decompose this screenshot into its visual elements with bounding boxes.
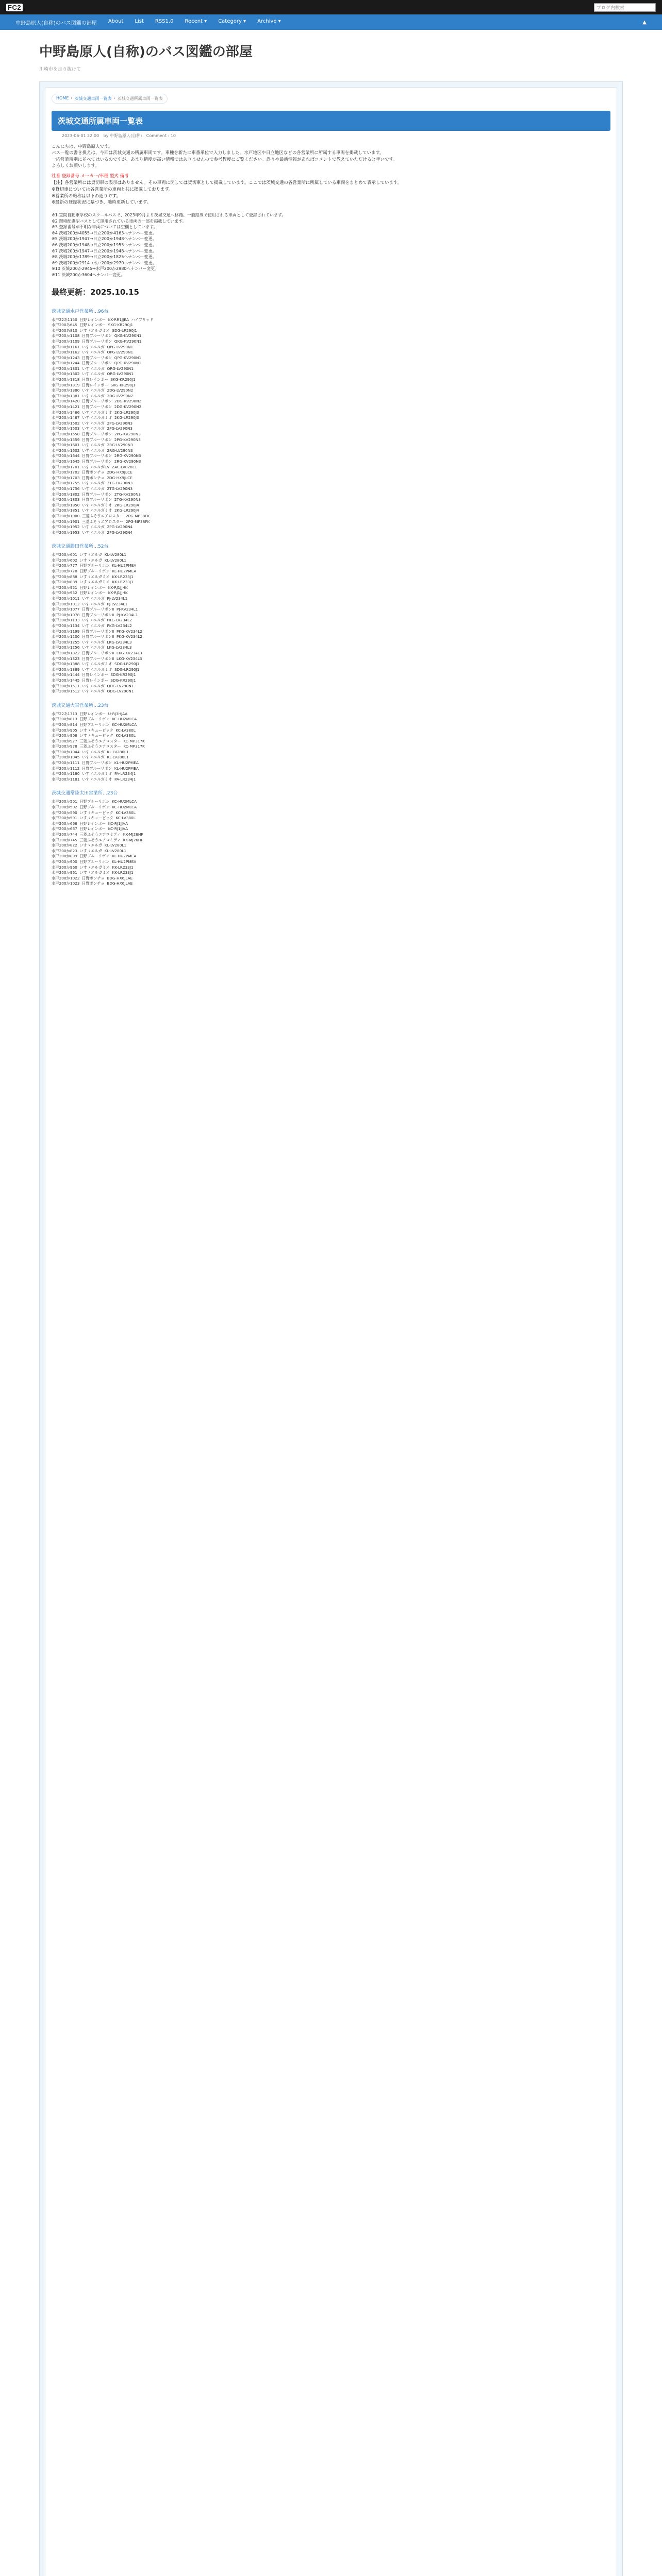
vehicle-row: 水戸200か900 日野ブルーリボン KL-HU2PMEA [52, 859, 137, 864]
section-heading[interactable]: 茨城交通大宮営業所…23台 [52, 703, 109, 708]
vehicle-row: 水戸22あ1713 日野レインボー U-RJ3HJAA [52, 711, 128, 716]
breadcrumb-separator: › [113, 96, 115, 100]
vehicle-row: 水戸200か1200 日野ブルーリボンII PKG-KV234L2 [52, 634, 142, 639]
footnotes [52, 212, 610, 278]
vehicle-row: 水戸200か1502 いすゞエルガ 2PG-LV290N3 [52, 420, 133, 426]
vehicle-row: 水戸200か1952 いすゞエルガ 2PG-LV290N4 [52, 524, 133, 530]
vehicle-row: 水戸200か778 日野ブルーリボン KL-HU2PMEA [52, 569, 137, 574]
vehicle-row: 水戸200か1466 いすゞエルガミオ 2KG-LR290J3 [52, 410, 139, 415]
nav-item-about[interactable]: About [108, 18, 124, 24]
nav-item-category[interactable]: Category ▾ [218, 18, 246, 24]
nav-item-archive[interactable]: Archive ▾ [257, 18, 281, 24]
vehicle-row: 水戸200か1512 いすゞエルガ QDG-LV290N1 [52, 689, 134, 694]
vehicle-row: 水戸200か1077 日野ブルーリボンII PJ-KV234L1 [52, 607, 138, 612]
vehicle-row: 水戸200か905 いすゞキュービック KC-LV380L [52, 727, 136, 733]
vehicle-row: 水戸200か1559 日野ブルーリボン 2PG-KV290N3 [52, 437, 141, 442]
vehicle-row: 水戸200か1467 いすゞエルガミオ 2KG-LR290J3 [52, 415, 139, 420]
vehicle-row: 水戸200か1420 日野ブルーリボン 2DG-KV290N2 [52, 399, 142, 404]
footnote: ※3 登録番号が不明な車両については空欄としています。 [52, 225, 158, 230]
vehicle-row: 水戸200か889 いすゞエルガミオ KK-LR233J1 [52, 580, 134, 585]
column-legend [52, 173, 610, 206]
footnote: ※7 茨城200か1947→日立200か1948へナンバー変更。 [52, 248, 157, 253]
vehicle-row: 水戸200か590 いすゞキュービック KC-LV380L [52, 810, 136, 815]
site-description: 川崎市を走り抜けて [39, 67, 81, 72]
nav-item-home[interactable]: 中野島原人(自称)のバス図鑑の部屋 [15, 20, 97, 26]
breadcrumb-current: 茨城交通所属車両一覧表 [117, 96, 163, 101]
intro-line: バス一覧の書き換えは、今回は茨城交通の所属車両です。車種を新たに車番単位で入力しました。水戸地区や日立地区などの各営業所に所属する車両を掲載しています。 [52, 150, 384, 156]
vehicle-row: 水戸200か1755 いすゞエルガ 2TG-LV290N3 [52, 481, 133, 486]
vehicle-row: 水戸200か1601 いすゞエルガ 2RG-LV290N3 [52, 443, 133, 448]
vehicle-row: 水戸200か1244 日野ブルーリボン QPG-KV290N1 [52, 361, 141, 366]
vehicle-row: 水戸200か1558 日野ブルーリボン 2PG-KV290N3 [52, 432, 141, 436]
vehicle-row: 水戸200か1645 日野ブルーリボン 2RG-KV290N3 [52, 459, 141, 464]
vehicle-section [52, 789, 610, 887]
vehicle-row: 水戸200か744 三菱ふそうエアロミディ KK-MJ26HF [52, 832, 143, 837]
vehicle-row: 水戸200か1180 いすゞエルガミオ PA-LR234J1 [52, 771, 136, 776]
fc2-tools [594, 3, 656, 12]
intro-line: 一応営業所別に並べてはいるのですが、あまり精度が高い情報ではありませんので参考程度にご覧ください。誤りや最新情報があればコメントで教えていただけると幸いです。 [52, 157, 398, 162]
legend-note: ※営業所の略称は以下の通りです。 [52, 193, 121, 199]
article [45, 87, 617, 2576]
blog-search-input[interactable]: ブログ内検索 [594, 3, 656, 12]
vehicle-row: 水戸200あ810 いすゞエルガミオ SDG-LR290J1 [52, 328, 137, 333]
post-comments-link[interactable]: Comment : 10 [146, 133, 176, 138]
vehicle-row: 水戸200か906 いすゞキュービック KC-LV380L [52, 733, 136, 738]
vehicle-row: 水戸200か502 日野ブルーリボン KC-HU2MLCA [52, 805, 137, 810]
vehicle-row: 水戸200か813 日野ブルーリボン KC-HU2MLCA [52, 717, 137, 722]
vehicle-row: 水戸200か888 いすゞエルガミオ KK-LR233J1 [52, 574, 134, 579]
vehicle-row: 水戸200か1181 いすゞエルガミオ PA-LR234J1 [52, 776, 136, 782]
vehicle-row: 水戸200か1012 いすゞエルガ PJ-LV234L1 [52, 601, 128, 606]
breadcrumb-separator: › [71, 96, 73, 100]
vehicle-row: 水戸200か1323 日野ブルーリボンII LKG-KV234L3 [52, 656, 142, 661]
fc2-logo[interactable]: FC2 [6, 4, 24, 11]
vehicle-row: 水戸200か777 日野ブルーリボン KL-HU2PMEA [52, 563, 137, 568]
vehicle-row: 水戸200か1389 いすゞエルガミオ SDG-LR290J1 [52, 667, 140, 672]
nav-item-list[interactable]: List [135, 18, 144, 24]
vehicle-row: 水戸200か1703 日野ポンチョ 2DG-HX9JLCE [52, 475, 133, 480]
vehicle-row: 水戸200か814 日野ブルーリボン KC-HU2MLCA [52, 722, 137, 727]
vehicle-row: 水戸200か1044 いすゞエルガ KL-LV280L1 [52, 749, 129, 754]
legend-note: ※貸切車については各営業所の車両と共に掲載しております。 [52, 187, 173, 192]
intro-line: よろしくお願いします。 [52, 163, 100, 168]
vehicle-rows [52, 552, 610, 694]
vehicle-row: 水戸200か1380 いすゞエルガ 2DG-LV290N2 [52, 388, 134, 393]
vehicle-row: 水戸200か1256 いすゞエルガ LKG-LV234L3 [52, 645, 132, 650]
vehicle-row: 水戸200か1900 三菱ふそうエアロスター 2PG-MP38FK [52, 513, 150, 518]
vehicle-rows [52, 711, 610, 783]
breadcrumb-category[interactable]: 茨城交通車両一覧表 [74, 96, 112, 101]
vehicle-row: 水戸200か1850 いすゞエルガミオ 2KG-LR290J4 [52, 502, 139, 507]
vehicle-row: 水戸200か1011 いすゞエルガ PJ-LV234L1 [52, 596, 128, 601]
vehicle-row: 水戸200か1381 いすゞエルガ 2DG-LV290N2 [52, 393, 134, 398]
vehicle-row: 水戸200か1953 いすゞエルガ 2PG-LV290N4 [52, 530, 133, 535]
footnote: ※2 環境配慮型バスとして運用されている車両の一部を掲載しています。 [52, 218, 187, 224]
breadcrumb [52, 94, 168, 104]
footnote: ※5 茨城200か1947→日立200か1948へナンバー変更。 [52, 236, 157, 242]
vehicle-rows [52, 799, 610, 887]
vehicle-section [52, 543, 610, 694]
nav-util-icon[interactable]: ▲ [642, 19, 647, 25]
nav-item-recent[interactable]: Recent ▾ [185, 18, 207, 24]
vehicle-row: 水戸200か960 いすゞエルガミオ KK-LR233J1 [52, 865, 134, 870]
vehicle-row: 水戸200か745 三菱ふそうエアロミディ KK-MJ26HF [52, 837, 143, 842]
vehicle-row: 水戸200か1111 日野ブルーリボン KL-HU2PMEA [52, 760, 139, 766]
vehicle-section [52, 308, 610, 536]
section-heading[interactable]: 茨城交通水戸営業所…96台 [52, 309, 109, 314]
vehicle-row: 水戸200か1644 日野ブルーリボン 2RG-KV290N3 [52, 453, 141, 459]
post-author[interactable]: by 中野島原人(自称) [103, 133, 142, 138]
post-meta [52, 131, 610, 144]
vehicle-row: 水戸200か1503 いすゞエルガ 2PG-LV290N3 [52, 426, 133, 431]
footnote: ※1 笠間自動車学校のスクールバスで、2023年9月より茨城交通へ移籍。一般路線で使用される車両として登録されています。 [52, 213, 286, 217]
vehicle-row: 水戸200か1511 いすゞエルガ QDG-LV290N1 [52, 683, 134, 688]
vehicle-row: 水戸200か1108 日野ブルーリボン QKG-KV290N1 [52, 333, 142, 338]
vehicle-row: 水戸200か823 いすゞエルガ KL-LV280L1 [52, 848, 127, 853]
fc2-header-bar [0, 0, 662, 14]
vehicle-row: 水戸200か1803 日野ブルーリボン 2TG-KV290N3 [52, 497, 141, 502]
post-title: 茨城交通所属車両一覧表 [52, 111, 610, 131]
vehicle-row: 水戸200か1319 日野レインボー SKG-KR290J1 [52, 382, 136, 387]
vehicle-row: 水戸200か1322 日野ブルーリボンII LKG-KV234L3 [52, 650, 142, 655]
post-date: 2023-06-01 22:00 [62, 133, 100, 138]
vehicle-row: 水戸200か978 三菱ふそうエアロスター KC-MP317K [52, 744, 145, 749]
content-wrapper [39, 81, 623, 2576]
section-heading[interactable]: 茨城交通勝田営業所…52台 [52, 544, 109, 550]
vehicle-row: 水戸200か1045 いすゞエルガ KL-LV280L1 [52, 755, 129, 760]
vehicle-row: 水戸200か1255 いすゞエルガ LKG-LV234L3 [52, 639, 132, 645]
vehicle-row: 水戸200か1023 日野ポンチョ BDG-HX6JLAE [52, 881, 133, 886]
vehicle-row: 水戸200か1161 いすゞエルガ QPG-LV290N1 [52, 344, 134, 349]
vehicle-row: 水戸200か1802 日野ブルーリボン 2TG-KV290N3 [52, 492, 141, 497]
vehicle-row: 水戸200か1444 日野レインボー SDG-KR290J1 [52, 672, 136, 677]
vehicle-row: 水戸200か1243 日野ブルーリボン QPG-KV290N1 [52, 355, 141, 360]
vehicle-row: 水戸200か951 日野レインボー KK-RJ1JJHK [52, 585, 128, 590]
vehicle-row: 水戸200か1133 いすゞエルガ PKG-LV234L2 [52, 618, 132, 623]
site-title[interactable]: 中野島原人(自称)のバス図鑑の部屋 [39, 44, 253, 60]
vehicle-row: 水戸200か1901 三菱ふそうエアロスター 2PG-MP38FK [52, 519, 150, 524]
last-updated: 最終更新：2025.10.15 [52, 287, 139, 297]
vehicle-row: 水戸22あ1150 日野レインボー KK-RR1JJEA ハイブリッド [52, 317, 154, 322]
legend-note: ※最新の登録状況に基づき、随時更新しています。 [52, 200, 152, 206]
vehicle-row: 水戸200か977 三菱ふそうエアロスター KC-MP317K [52, 738, 145, 743]
vehicle-row: 水戸200か1112 日野ブルーリボン KL-HU2PMEA [52, 766, 139, 771]
vehicle-row: 水戸200か1756 いすゞエルガ 2TG-LV290N3 [52, 486, 133, 491]
site-header [0, 30, 662, 76]
vehicle-row: 水戸200か1199 日野ブルーリボンII PKG-KV234L2 [52, 629, 142, 634]
vehicle-row: 水戸200か591 いすゞキュービック KC-LV380L [52, 816, 136, 821]
nav-item-rss[interactable]: RSS1.0 [155, 18, 174, 24]
nav-menu [15, 19, 281, 26]
vehicle-row: 水戸200か1602 いすゞエルガ 2RG-LV290N3 [52, 448, 133, 453]
footnote: ※4 茨城200か4055→日立200か4163へナンバー変更。 [52, 230, 157, 235]
vehicle-row: 水戸200か1301 いすゞエルガ QRG-LV290N1 [52, 366, 134, 371]
post-intro [52, 144, 610, 169]
vehicle-row: 水戸200か602 いすゞエルガ KL-LV280L1 [52, 557, 127, 563]
vehicle-row: 水戸200あ645 日野レインボー SKG-KR290J1 [52, 323, 134, 328]
vehicle-row: 水戸200か601 いすゞエルガ KL-LV280L1 [52, 552, 127, 557]
vehicle-row: 水戸200か961 いすゞエルガミオ KK-LR233J1 [52, 870, 134, 875]
section-heading[interactable]: 茨城交通常陸太田営業所…23台 [52, 791, 118, 796]
vehicle-row: 水戸200か1318 日野レインボー SKG-KR290J1 [52, 377, 136, 382]
footnote: ※9 茨城200か2914→水戸200か2970へナンバー変更。 [52, 260, 157, 265]
vehicle-row: 水戸200か1022 日野ポンチョ BDG-HX6JLAE [52, 875, 133, 880]
vehicle-row: 水戸200か501 日野ブルーリボン KC-HU2MLCA [52, 799, 137, 804]
vehicle-row: 水戸200か1445 日野レインボー SDG-KR290J1 [52, 677, 136, 683]
vehicle-row: 水戸200か1701 いすゞエルガEV ZAC-LV828L1 [52, 464, 137, 469]
vehicle-row: 水戸200か667 日野レインボー KC-RJ1JJAA [52, 826, 128, 832]
blog-navbar [0, 14, 662, 30]
vehicle-row: 水戸200か1078 日野ブルーリボンII PJ-KV234L1 [52, 612, 138, 617]
vehicle-row: 水戸200か1421 日野ブルーリボン 2DG-KV290N2 [52, 404, 142, 410]
intro-line: こんにちは、中野島原人です。 [52, 144, 113, 149]
vehicle-row: 水戸200か1162 いすゞエルガ QPG-LV290N1 [52, 350, 134, 355]
vehicle-rows [52, 317, 610, 536]
vehicle-row: 水戸200か899 日野ブルーリボン KL-HU2PMEA [52, 854, 137, 859]
footnote: ※6 茨城200か1948→日立200か1955へナンバー変更。 [52, 242, 157, 247]
vehicle-row: 水戸200か952 日野レインボー KK-RJ1JJHK [52, 590, 128, 596]
vehicle-row: 水戸200か1302 いすゞエルガ QRG-LV290N1 [52, 371, 134, 377]
vehicle-row: 水戸200か822 いすゞエルガ KL-LV280L1 [52, 843, 127, 848]
breadcrumb-home[interactable]: HOME [56, 96, 69, 100]
legend-note: 【注】各営業所には貸切車の表示はありません。その車両に関しては貸切車として掲載しています。ここでは茨城交通の各営業所に所属している車両をまとめて表示しています。 [52, 180, 402, 185]
footnote: ※10 茨城200か2945→水戸200か2980へナンバー変更。 [52, 266, 159, 272]
vehicle-row: 水戸200か1134 いすゞエルガ PKG-LV234L2 [52, 623, 132, 628]
vehicle-sections [52, 308, 610, 887]
vehicle-section [52, 702, 610, 783]
vehicle-row: 水戸200か1851 いすゞエルガミオ 2KG-LR290J4 [52, 508, 139, 513]
vehicle-row: 水戸200か1702 日野ポンチョ 2DG-HX9JLCE [52, 470, 133, 475]
legend-columns: 社番 登録番号 メーカー/車種 型式 備考 [52, 174, 129, 179]
vehicle-row: 水戸200か666 日野レインボー KC-RJ1JJAA [52, 821, 128, 826]
footnote: ※11 茨城200か3604へナンバー変更。 [52, 272, 125, 277]
vehicle-row: 水戸200か1388 いすゞエルガミオ SDG-LR290J1 [52, 662, 140, 667]
footnote: ※8 茨城200か1789→日立200か1825へナンバー変更。 [52, 255, 157, 260]
vehicle-row: 水戸200か1109 日野ブルーリボン QKG-KV290N1 [52, 338, 142, 344]
